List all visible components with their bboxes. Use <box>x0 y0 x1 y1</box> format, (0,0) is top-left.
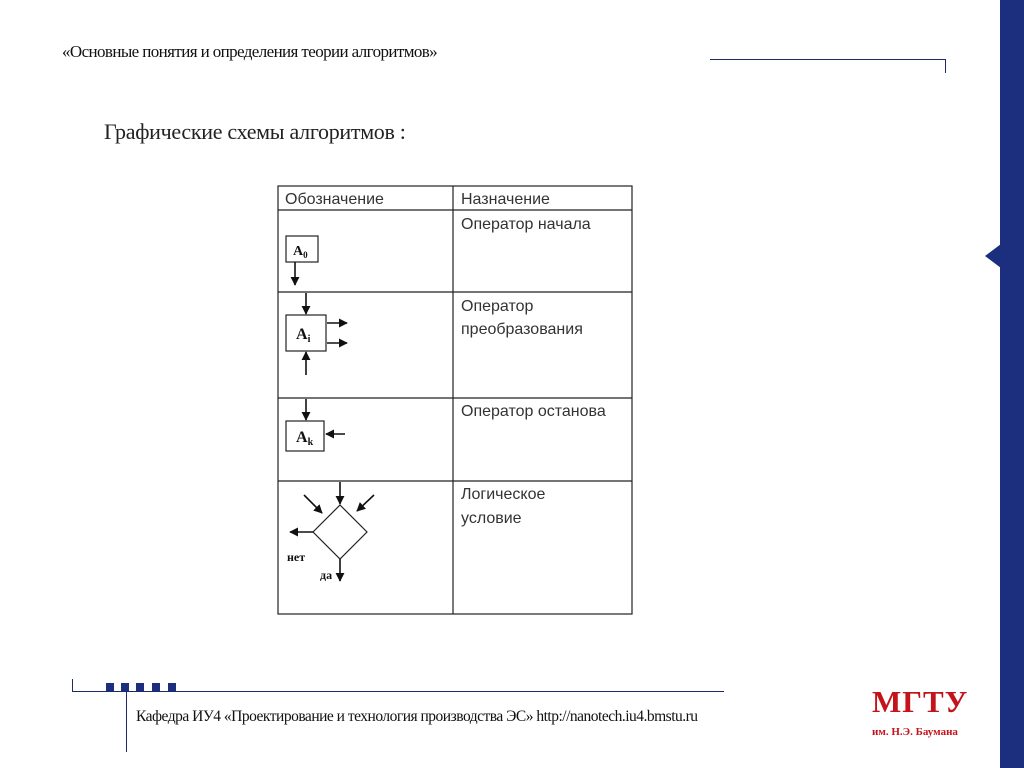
start-operator-symbol <box>286 236 318 285</box>
purpose-transform-line2: преобразования <box>461 321 583 338</box>
symbol-subscript: k <box>307 437 314 448</box>
right-accent-arrow-icon <box>985 244 1001 268</box>
purpose-condition-line2: условие <box>461 510 522 527</box>
purpose-transform-line1: Оператор <box>461 298 534 315</box>
right-accent-bar <box>1000 0 1024 768</box>
university-logo-subtitle: им. Н.Э. Баумана <box>872 726 958 738</box>
condition-diamond-symbol <box>287 482 374 582</box>
table-row <box>286 399 606 451</box>
table-row <box>286 293 583 375</box>
symbol-label: A <box>293 244 304 259</box>
purpose-start: Оператор начала <box>461 216 591 233</box>
stop-operator-symbol <box>286 399 345 451</box>
symbol-subscript: i <box>307 334 311 345</box>
bottom-rule-tick <box>72 679 73 691</box>
column-header-notation: Обозначение <box>285 191 384 208</box>
footer-text: Кафедра ИУ4 «Проектирование и технология производства ЭС» http://nanotech.iu4.bmstu.ru <box>136 708 698 725</box>
symbol-label: A <box>296 326 308 343</box>
branch-no-label: нет <box>287 550 306 564</box>
notation-table <box>277 185 635 617</box>
slide-heading: Графические схемы алгоритмов : <box>104 119 406 144</box>
bottom-rule <box>72 691 724 692</box>
university-logo: МГТУ <box>872 684 969 719</box>
column-header-purpose: Назначение <box>461 191 550 208</box>
branch-yes-label: да <box>320 568 333 582</box>
header-title: «Основные понятия и определения теории алгоритмов» <box>62 42 438 61</box>
symbol-subscript: 0 <box>303 250 308 260</box>
top-rule <box>710 59 946 60</box>
table-row <box>287 482 545 582</box>
top-rule-tick <box>945 59 946 73</box>
purpose-condition-line1: Логическое <box>461 486 546 503</box>
transform-operator-symbol <box>286 293 347 375</box>
table-row <box>286 216 591 285</box>
purpose-stop: Оператор останова <box>461 403 606 420</box>
symbol-label: A <box>296 429 308 446</box>
bottom-vertical-rule <box>126 692 127 752</box>
